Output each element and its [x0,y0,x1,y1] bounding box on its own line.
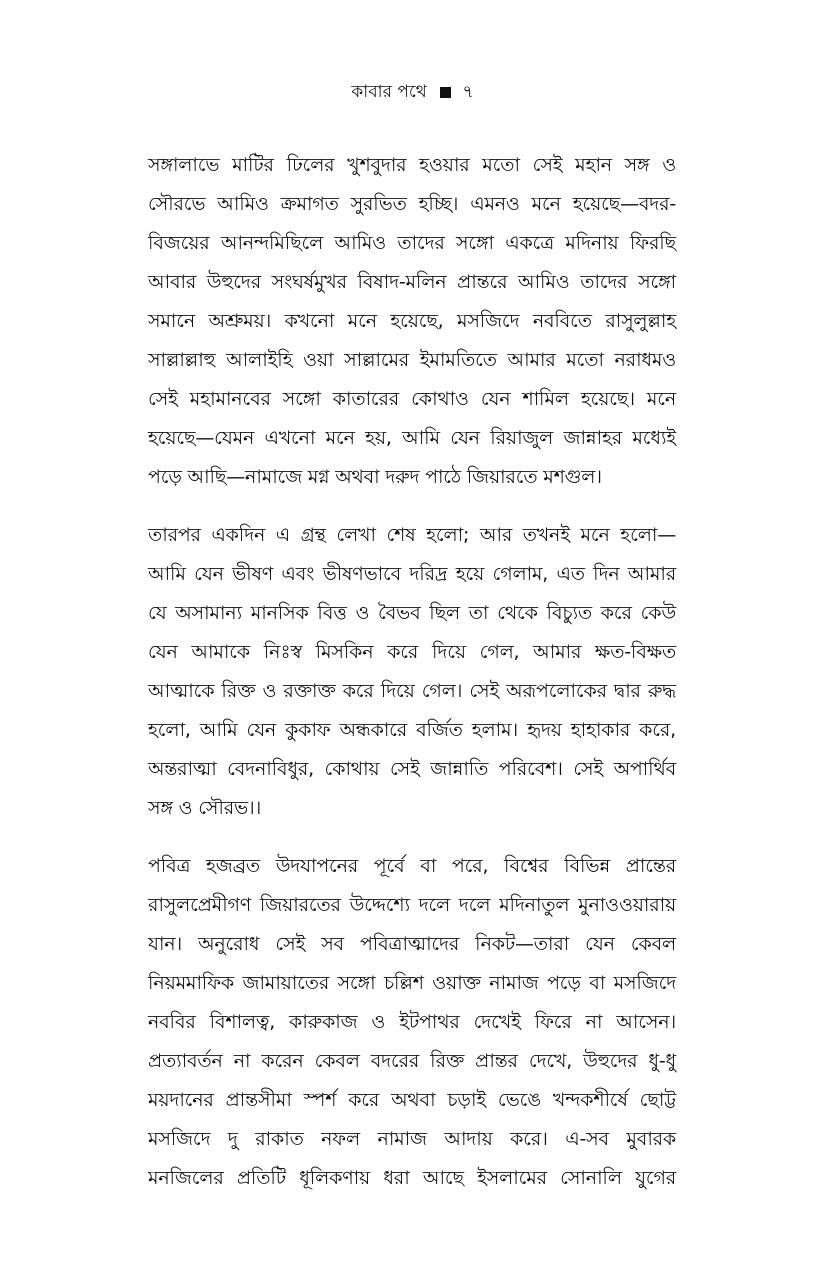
text-line: আবার উহুদের সংঘর্ষমুখর বিষাদ-মলিন প্রান্তরে আমিও তাদের সঙ্গো [148,271,676,293]
square-bullet-icon [440,87,451,98]
text-line: মসজিদে দু রাকাত নফল নামাজ আদায় করে। এ-সব মুবারক [148,1128,676,1150]
text-line: পবিত্র হজব্রত উদযাপনের পূর্বে বা পরে, বিশ্বের বিভিন্ন প্রান্তের [148,855,676,877]
text-line: অন্তরাত্মা বেদনাবিধুর, কোথায় সেই জান্নাতি পরিবেশ। সেই অপার্থিব [148,758,676,780]
text-line: সমানে অশ্রুময়। কখনো মনে হয়েছে, মসজিদে নববিতে রাসুলুল্লাহ [148,310,676,332]
text-line: সঙ্গ ও সৌরভ।। [148,797,262,819]
text-line: হয়েছে—যেমন এখনো মনে হয়, আমি যেন রিয়াজুল জান্নাহর মধ্যেই [148,427,676,449]
text-line: নববির বিশালত্ব, কারুকাজ ও ইটপাথর দেখেই ফিরে না আসেন। [148,1011,676,1033]
paragraph-1 [148,146,676,497]
body-text [148,146,676,1217]
text-line: পড়ে আছি—নামাজে মগ্ন অথবা দরুদ পাঠে জিয়ারতে মশগুল। [148,466,602,488]
page-number: ৭ [462,82,474,102]
text-line: যে অসামান্য মানসিক বিত্ত ও বৈভব ছিল তা থেকে বিচ্যুত করে কেউ [148,602,676,624]
running-head [0,80,825,104]
paragraph-3 [148,847,676,1198]
paragraph-2 [148,516,676,828]
text-line: আমি যেন ভীষণ এবং ভীষণভাবে দরিদ্র হয়ে গেলাম, এত দিন আমার [148,563,676,585]
text-line: ময়দানের প্রান্তসীমা স্পর্শ করে অথবা চড়াই ভেঙে খন্দকশীর্ষে ছোট্ট [148,1089,676,1111]
text-line: সঙ্গালাভে মাটির ঢিলের খুশবুদার হওয়ার মতো সেই মহান সঙ্গ ও [148,154,676,176]
text-line: সেই মহামানবের সঙ্গো কাতারের কোথাও যেন শামিল হয়েছে। মনে [148,388,676,410]
text-line: মনজিলের প্রতিটি ধূলিকণায় ধরা আছে ইসলামের সোনালি যুগের [148,1167,676,1189]
book-title: কাবার পথে [351,82,427,102]
text-line: সৌরভে আমিও ক্রমাগত সুরভিত হচ্ছি। এমনও মনে হয়েছে—বদর- [148,193,676,215]
text-line: যান। অনুরোধ সেই সব পবিত্রাত্মাদের নিকট—তারা যেন কেবল [148,933,676,955]
text-line: সাল্লাল্লাহু আলাইহি ওয়া সাল্লামের ইমামতিতে আমার মতো নরাধমও [148,349,676,371]
text-line: যেন আমাকে নিঃস্ব মিসকিন করে দিয়ে গেল, আমার ক্ষত-বিক্ষত [148,641,676,663]
text-line: আত্মাকে রিক্ত ও রক্তাক্ত করে দিয়ে গেল। সেই অরূপলোকের দ্বার রুদ্ধ [148,680,676,702]
text-line: বিজয়ের আনন্দমিছিলে আমিও তাদের সঙ্গো একত্রে মদিনায় ফিরছি [148,232,676,254]
text-line: প্রত্যাবর্তন না করেন কেবল বদরের রিক্ত প্রান্তর দেখে, উহুদের ধু-ধু [148,1050,676,1072]
text-line: রাসুলপ্রেমীগণ জিয়ারতের উদ্দেশ্যে দলে দলে মদিনাতুল মুনাওওয়ারায় [148,894,676,916]
text-line: তারপর একদিন এ গ্রন্থ লেখা শেষ হলো; আর তখনই মনে হলো— [148,524,676,546]
text-line: নিয়মমাফিক জামায়াতের সঙ্গো চল্লিশ ওয়াক্ত নামাজ পড়ে বা মসজিদে [148,972,676,994]
text-line: হলো, আমি যেন কুকাফ অন্ধকারে বর্জিত হলাম। হৃদয় হাহাকার করে, [148,719,676,741]
